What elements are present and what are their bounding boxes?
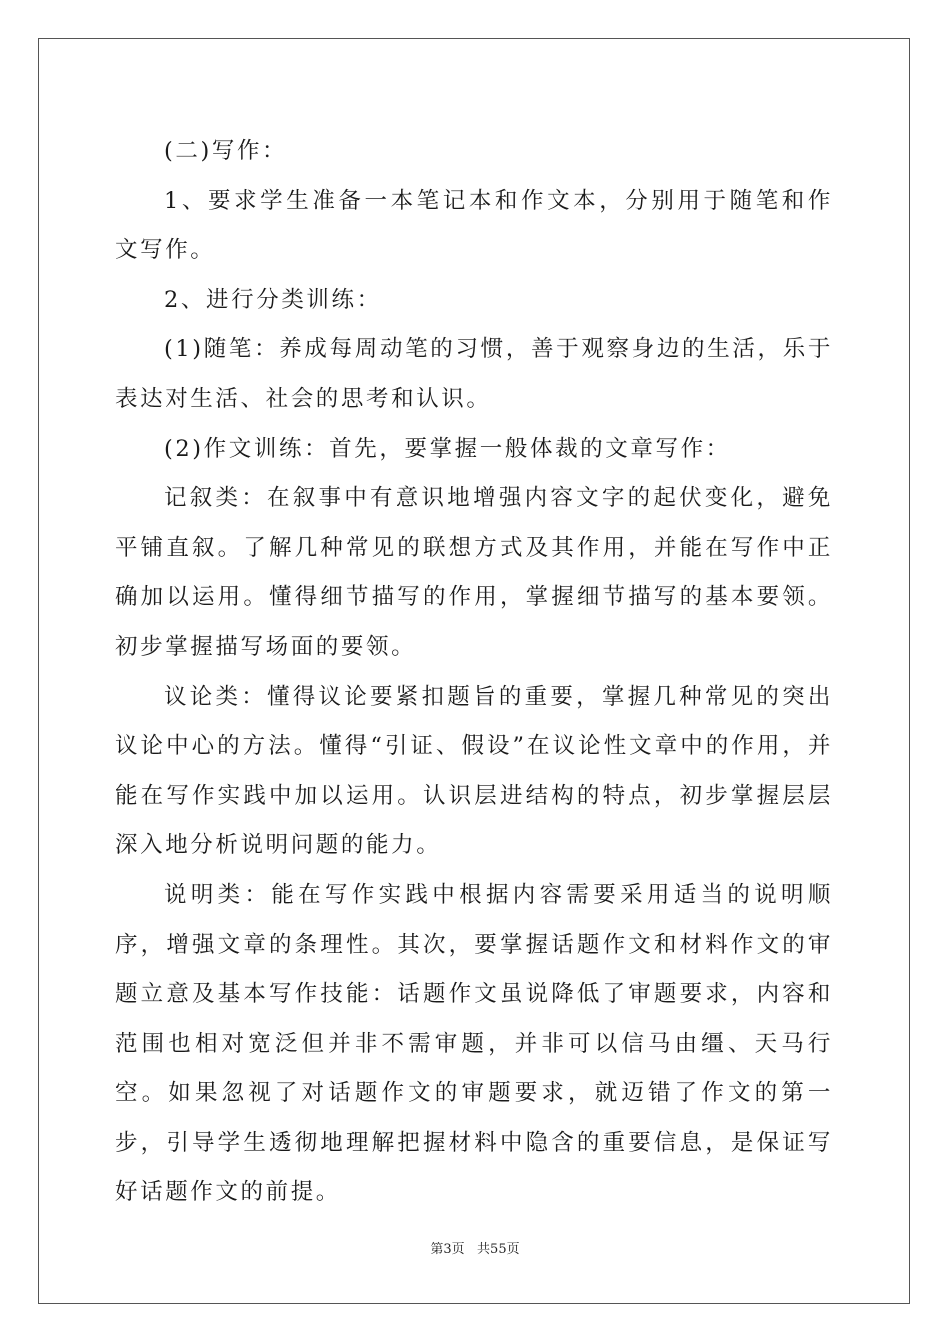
document-body — [115, 127, 833, 1218]
paragraph-notebook-requirement: 1、要求学生准备一本笔记本和作文本，分别用于随笔和作文写作。 — [115, 187, 833, 264]
heading-writing: (二)写作： — [164, 138, 288, 164]
page-number-footer: 第3页 共55页 — [430, 1242, 520, 1257]
paragraph-argumentative: 议论类：懂得议论要紧扣题旨的重要，掌握几种常见的突出议论中心的方法。懂得“引证、假设”在议论性文章中的作用，并能在写作实践中加以运用。认识层进结构的特点，初步掌握层层深入地分析说明问题的能力。 — [115, 683, 833, 859]
paragraph-category-training: 2、进行分类训练： — [164, 286, 382, 313]
paragraph-essay-notes: (1)随笔：养成每周动笔的习惯，善于观察身边的生活，乐于表达对生活、社会的思考和认识。 — [115, 336, 833, 412]
paragraph-composition-training: (2)作文训练：首先，要掌握一般体裁的文章写作： — [164, 435, 731, 462]
paragraph-expository: 说明类：能在写作实践中根据内容需要采用适当的说明顺序，增强文章的条理性。其次，要掌握话题作文和材料作文的审题立意及基本写作技能：话题作文虽说降低了审题要求，内容和范围也相对宽泛但并非不需审题，并非可以信马由缰、天马行空。如果忽视了对话题作文的审题要求，就迈错了作文的第一步，引导学生透彻地理解把握材料中隐含的重要信息，是保证写好话题作文的前提。 — [115, 881, 833, 1206]
paragraph-narrative: 记叙类：在叙事中有意识地增强内容文字的起伏变化，避免平铺直叙。了解几种常见的联想方式及其作用，并能在写作中正确加以运用。懂得细节描写的作用，掌握细节描写的基本要领。初步掌握描写场面的要领。 — [115, 485, 833, 660]
